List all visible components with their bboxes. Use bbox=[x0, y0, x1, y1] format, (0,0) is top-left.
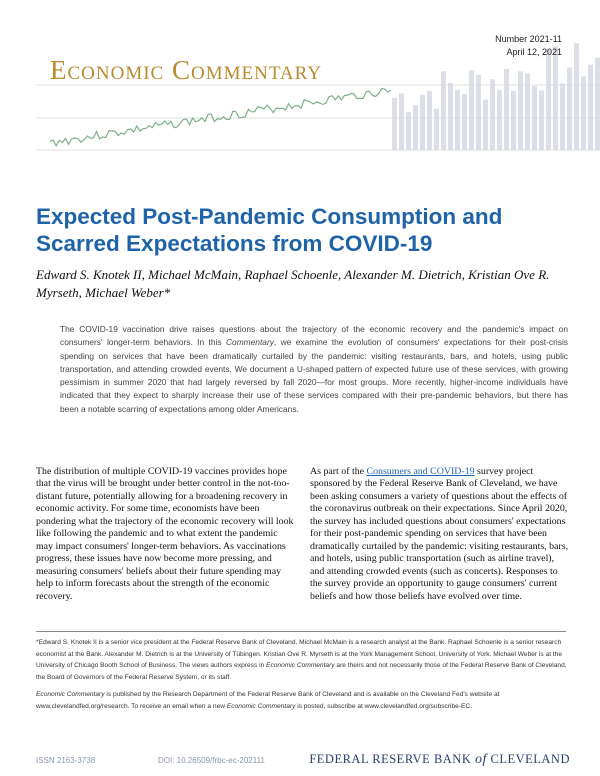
abstract-part2: , we examine the evolution of consumers' expectations for their post-crisis spending on services that have been dramatically curtailed by the pandemic: visiting restaurants, bars, and hotels, using public transportation, and attending crowded events. We document a U-shaped pattern of expected future use of these services, with growing pessimism in summer 2020 that had largely reversed by fall 2020—for most groups. More recently, higher-income individuals have indicated that they expect to sharply increase their use of these services compared with their pre-pandemic behaviors, but there has been a notable scarring of expectations among older Americans. bbox=[60, 337, 568, 414]
decorative-bar bbox=[469, 71, 474, 150]
decorative-bar bbox=[560, 83, 565, 150]
decorative-bar bbox=[483, 100, 488, 150]
doi: DOI: 10.26509/frbc-ec-202111 bbox=[158, 756, 265, 765]
masthead bbox=[0, 0, 600, 165]
article-title: Expected Post-Pandemic Consumption and Scarred Expectations from COVID-19 bbox=[36, 204, 503, 256]
consumers-covid-link[interactable]: Consumers and COVID-19 bbox=[366, 466, 475, 477]
body-right-post: survey project sponsored by the Federal Reserve Bank of Cleveland, we have been asking consumers a variety of questions about the effects of the coronavirus outbreak on their expectations. Since April 2020, the survey has included questions about consumers' expectations for their post-pandemic spending on services that have been dramatically curtailed by the pandemic: visiting restaurants, bars, and hotels, using public transportation (such as airline travel), and attending crowded events (such as concerts). Responses to the survey provide an opportunity to gauge consumers' current beliefs and how those beliefs have evolved over time. bbox=[310, 466, 569, 602]
decorative-bar bbox=[434, 109, 439, 150]
publication-title: Economic Commentary bbox=[50, 55, 322, 85]
decorative-bar bbox=[448, 83, 453, 150]
publication-footnote bbox=[36, 689, 570, 712]
decorative-bar bbox=[427, 91, 432, 150]
decorative-bar bbox=[490, 79, 495, 150]
decorative-bar bbox=[595, 58, 600, 150]
decorative-bar bbox=[546, 49, 551, 150]
decorative-bar bbox=[553, 46, 558, 150]
decorative-bar bbox=[511, 91, 516, 150]
body-column-right bbox=[310, 466, 570, 603]
decorative-bar bbox=[574, 43, 579, 150]
decorative-bar bbox=[504, 69, 509, 150]
issue-number: Number 2021-11 bbox=[495, 34, 562, 44]
bank-name-b: CLEVELAND bbox=[486, 752, 570, 766]
page-footer bbox=[36, 752, 570, 772]
author-footnote bbox=[36, 637, 570, 683]
issn: ISSN 2163-3738 bbox=[36, 756, 96, 765]
authors: Edward S. Knotek II, Michael McMain, Raphael Schoenle, Alexander M. Dietrich, Kristian Ove R. Myrseth, Michael Weber* bbox=[36, 267, 550, 300]
bank-name-of: of bbox=[474, 752, 487, 767]
decorative-bar bbox=[462, 94, 467, 150]
decorative-bar bbox=[399, 93, 404, 150]
fn2-em: Economic Commentary bbox=[36, 691, 105, 699]
decorative-bar bbox=[392, 98, 397, 150]
fn1-b: are theirs and not necessarily those of the Federal Reserve Bank of Cleveland, the Board of Governors of the Federal Reserve System, or its staff. bbox=[36, 662, 567, 681]
issue-info bbox=[495, 33, 562, 59]
fn2-em2: Economic Commentary bbox=[226, 702, 296, 710]
fn2-a: is published by the Research Department of the Federal Reserve Bank of Cleveland and is available on the Cleveland Fed's website at www.clevelandfed.org/research. To receive an email when a new bbox=[36, 691, 500, 710]
abstract-emphasis: Commentary bbox=[225, 337, 274, 348]
abstract bbox=[60, 323, 568, 416]
decorative-bar bbox=[420, 95, 425, 150]
bank-logo bbox=[309, 752, 570, 768]
decorative-trend-line bbox=[50, 88, 391, 145]
decorative-bar bbox=[497, 90, 502, 150]
decorative-bar bbox=[413, 105, 418, 150]
body-column-left: The distribution of multiple COVID-19 vaccines provides hope that the virus will be brought under better control in the not-too-distant future, potentially allowing for a broadening recovery in economic activity. For some time, economists have been pondering what the trajectory of the economic recovery will look like following the pandemic and to what extent the pandemic may impact consumers' longer-term behaviors. As vaccinations progress, these issues have now become more pressing, and measuring consumers' beliefs about their future spending may help to inform forecasts about the strength of the economic recovery. bbox=[36, 466, 294, 602]
body-right-pre: As part of the bbox=[310, 466, 367, 477]
footnotes bbox=[36, 637, 570, 713]
decorative-bar bbox=[455, 90, 460, 150]
decorative-bar bbox=[476, 75, 481, 150]
fn2-b: is posted, subscribe at www.clevelandfed.org/subscribe-EC. bbox=[295, 702, 473, 710]
decorative-bar bbox=[518, 71, 523, 150]
decorative-bar bbox=[581, 76, 586, 150]
issue-date: April 12, 2021 bbox=[506, 47, 562, 57]
decorative-bar bbox=[441, 71, 446, 150]
bank-name-a: FEDERAL RESERVE BANK bbox=[309, 752, 475, 766]
footnote-divider bbox=[36, 631, 566, 632]
decorative-bar bbox=[588, 65, 593, 150]
abstract-part1: The COVID-19 vaccination drive raises questions about the trajectory of the economic recovery and the pandemic's impact on consumers' longer-term behaviors. In this bbox=[60, 324, 568, 348]
fn1-em: Economic Commentary bbox=[266, 662, 335, 670]
decorative-bar bbox=[539, 90, 544, 150]
decorative-bar bbox=[567, 68, 572, 150]
fn1-a: *Edward S. Knotek II is a senior vice president at the Federal Reserve Bank of Cleveland. Michael McMain is a research analyst at the Bank. Raphael Schoenle is a senior research economist at the Bank. Alexander M. Dietrich is at the University of Tübingen. Kristian Ove R. Myrseth is at the York Management School, University of York. Michael Weber is at the University of Chicago Booth School of Business. The views authors express in bbox=[36, 639, 563, 670]
